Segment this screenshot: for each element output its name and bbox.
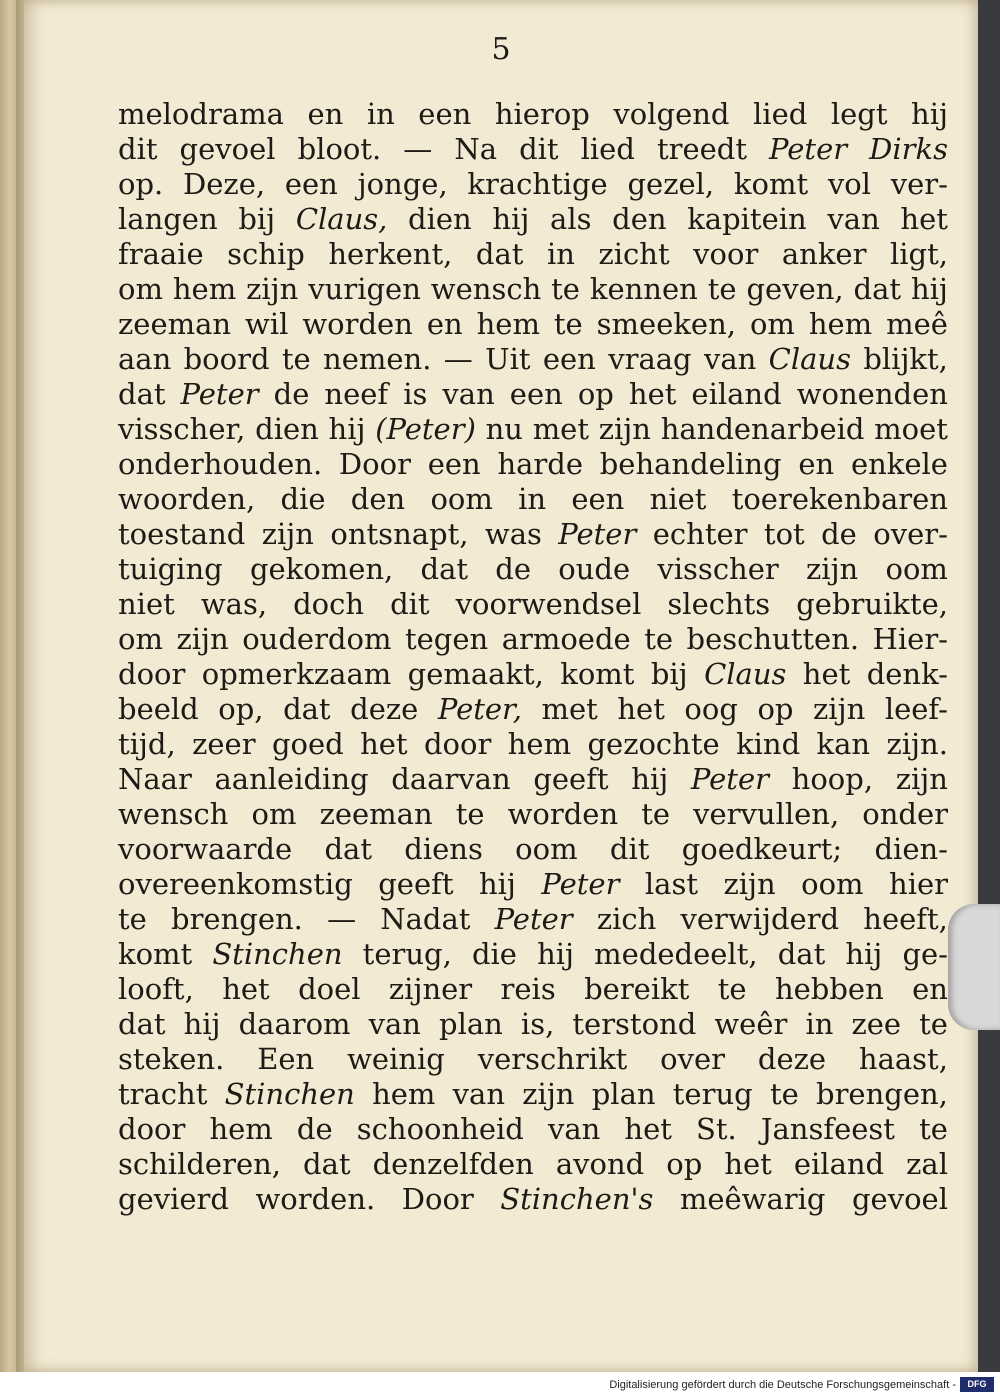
text-line: zeeman wil worden en hem te smeeken, om hem meê	[118, 307, 948, 341]
footer-bar	[0, 1372, 1000, 1398]
text-line: woorden, die den oom in een niet toerekenbaren	[118, 482, 948, 516]
text-line: gevierd worden. Door Stinchen's meêwarig gevoel	[118, 1182, 948, 1216]
footer-credit: Digitalisierung gefördert durch die Deutsche Forschungsgemeinschaft -	[609, 1379, 956, 1391]
text-line: dat hij daarom van plan is, terstond weêr in zee te	[118, 1007, 948, 1041]
text-line: fraaie schip herkent, dat in zicht voor anker ligt,	[118, 237, 948, 271]
text-line: aan boord te nemen. — Uit een vraag van Claus blijkt,	[118, 342, 948, 376]
text-line: melodrama en in een hierop volgend lied legt hij	[118, 97, 948, 131]
dfg-logo: DFG	[960, 1377, 994, 1392]
text-line: tracht Stinchen hem van zijn plan terug te brengen,	[118, 1077, 948, 1111]
text-line: looft, het doel zijner reis bereikt te hebben en	[118, 972, 948, 1006]
text-line: beeld op, dat deze Peter, met het oog op zijn leef-	[118, 692, 948, 726]
text-line: toestand zijn ontsnapt, was Peter echter tot de over-	[118, 517, 948, 551]
text-line: om hem zijn vurigen wensch te kennen te geven, dat hij	[118, 272, 948, 306]
text-line: onderhouden. Door een harde behandeling en enkele	[118, 447, 948, 481]
text-line: om zijn ouderdom tegen armoede te beschutten. Hier-	[118, 622, 948, 656]
page-number: 5	[491, 32, 511, 67]
body-text	[118, 97, 948, 1217]
text-line: overeenkomstig geeft hij Peter last zijn oom hier	[118, 867, 948, 901]
text-line: tuiging gekomen, dat de oude visscher zijn oom	[118, 552, 948, 586]
book-spine	[0, 0, 16, 1372]
text-line: dit gevoel bloot. — Na dit lied treedt Peter Dirks	[118, 132, 948, 166]
page-tab-marker	[948, 904, 1000, 1030]
book-page	[24, 0, 978, 1372]
text-line: door hem de schoonheid van het St. Jansfeest te	[118, 1112, 948, 1146]
text-line: dat Peter de neef is van een op het eiland wonenden	[118, 377, 948, 411]
text-line: voorwaarde dat diens oom dit goedkeurt; dien-	[118, 832, 948, 866]
text-line: op. Deze, een jonge, krachtige gezel, komt vol ver-	[118, 167, 948, 201]
text-line: visscher, dien hij (Peter) nu met zijn handenarbeid moet	[118, 412, 948, 446]
text-line: steken. Een weinig verschrikt over deze haast,	[118, 1042, 948, 1076]
text-line: komt Stinchen terug, die hij mededeelt, dat hij ge-	[118, 937, 948, 971]
text-line: wensch om zeeman te worden te vervullen, onder	[118, 797, 948, 831]
text-line: tijd, zeer goed het door hem gezochte kind kan zijn.	[118, 727, 948, 761]
text-line: Naar aanleiding daarvan geeft hij Peter hoop, zijn	[118, 762, 948, 796]
text-line: door opmerkzaam gemaakt, komt bij Claus het denk-	[118, 657, 948, 691]
text-line: te brengen. — Nadat Peter zich verwijderd heeft,	[118, 902, 948, 936]
text-line: langen bij Claus, dien hij als den kapitein van het	[118, 202, 948, 236]
text-line: schilderen, dat denzelfden avond op het eiland zal	[118, 1147, 948, 1181]
text-line: niet was, doch dit voorwendsel slechts gebruikte,	[118, 587, 948, 621]
